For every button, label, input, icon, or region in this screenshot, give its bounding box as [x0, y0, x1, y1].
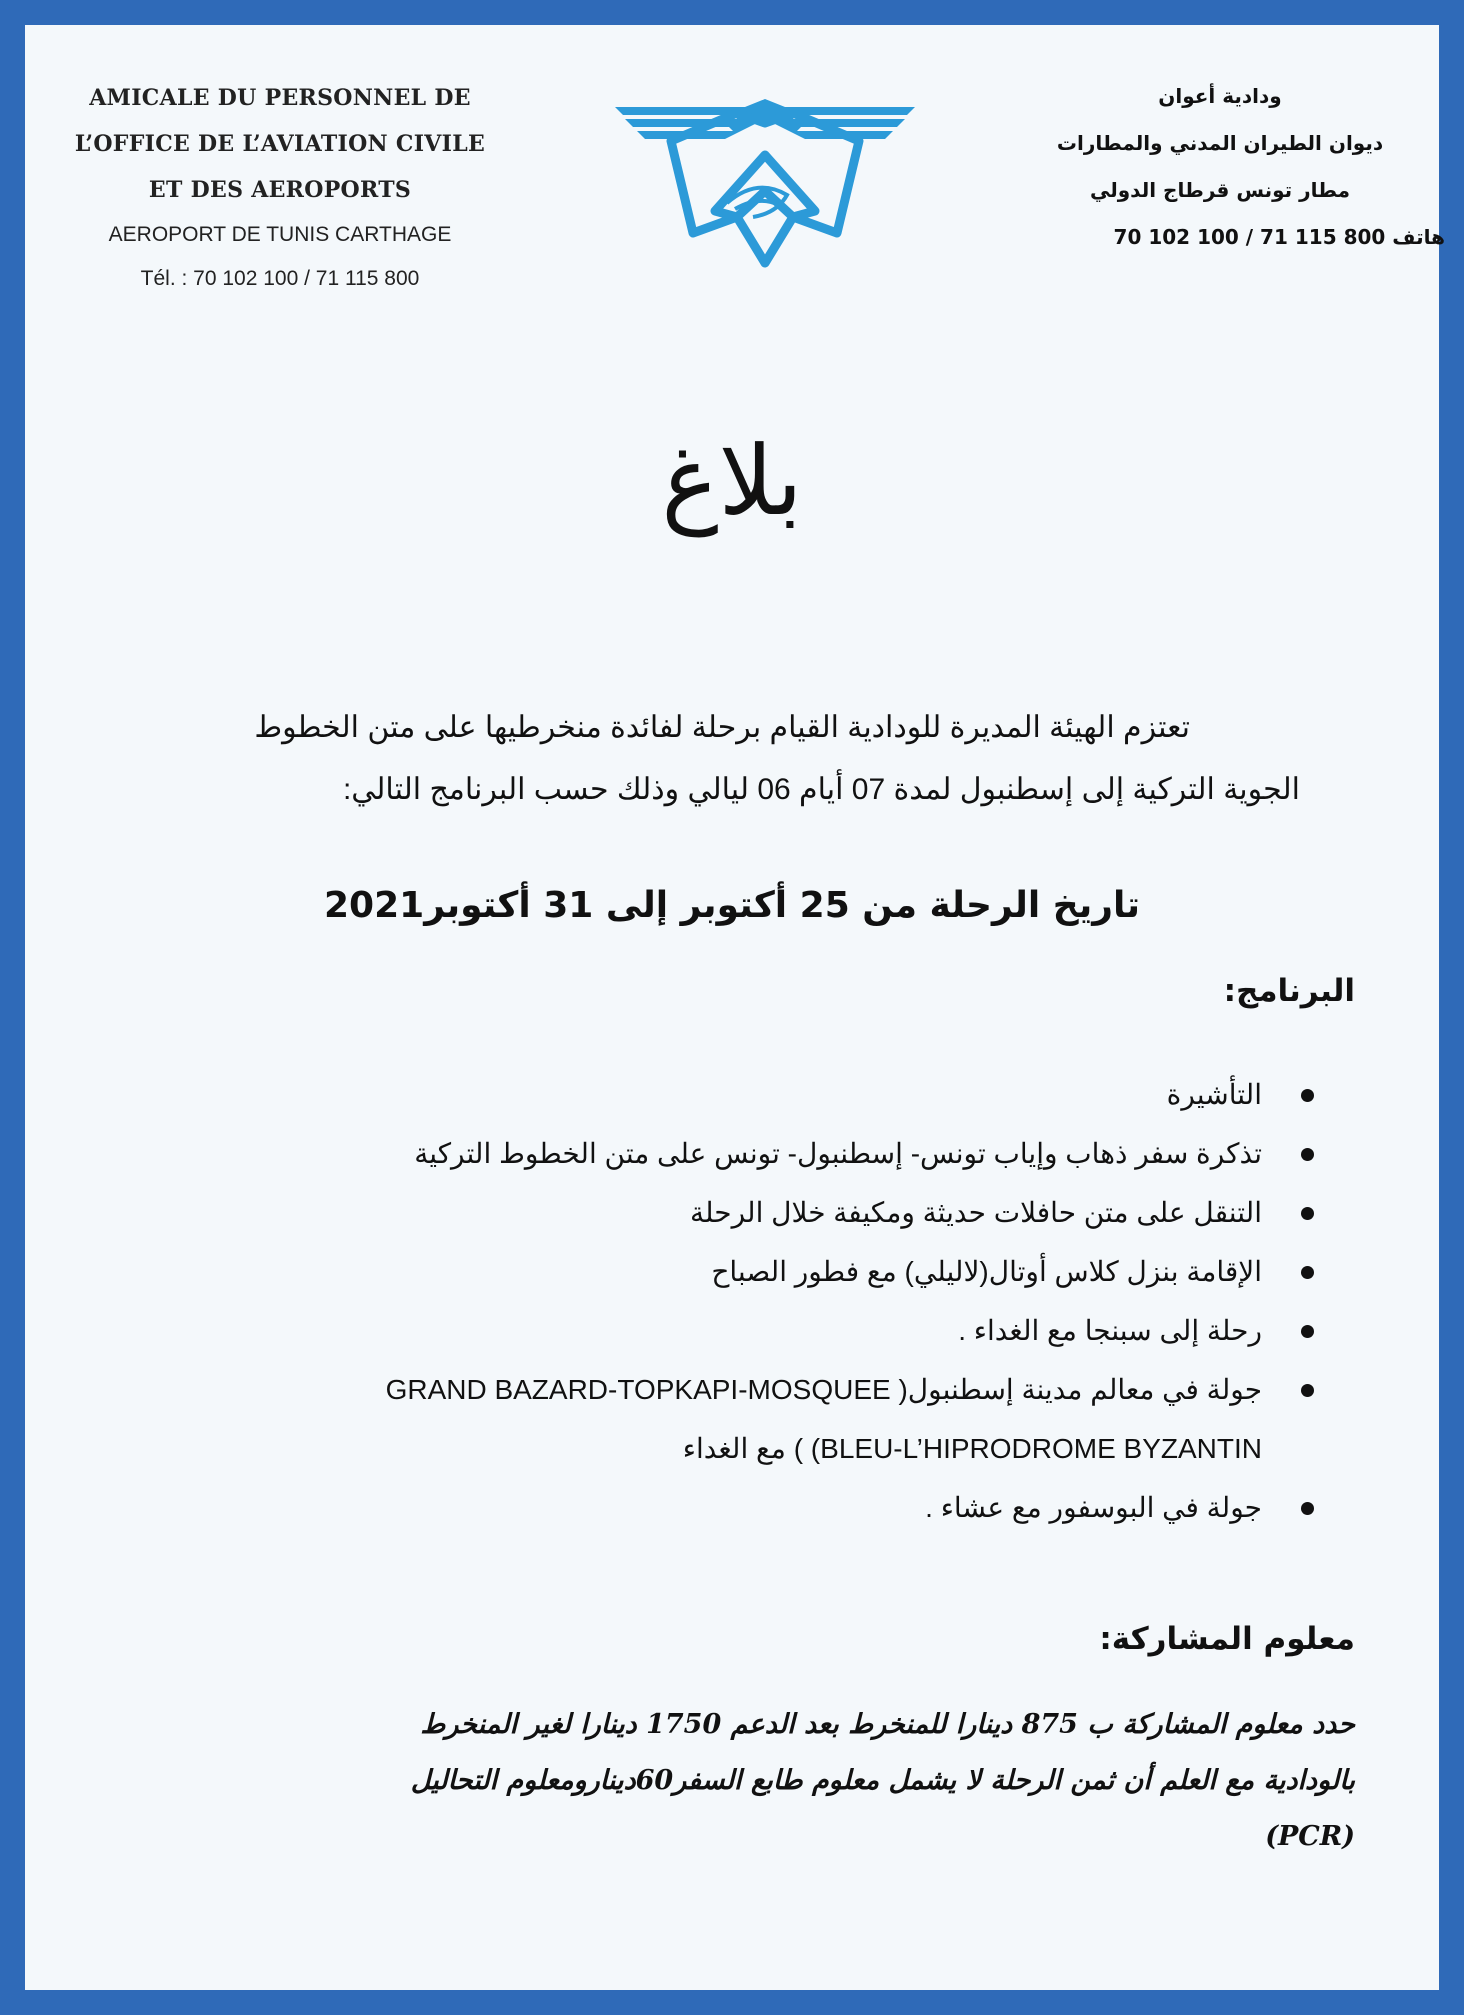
- fr-header-line-4: AEROPORT DE TUNIS CARTHAGE: [108, 223, 452, 246]
- fee-line-2: بالودادية مع العلم أن ثمن الرحلة لا يشمل معلوم طابع السفر60دينارومعلوم التحاليل: [410, 1765, 1355, 1796]
- bullet-icon: [1301, 1384, 1314, 1397]
- ar-header-line-3: مطار تونس قرطاج الدولي: [1090, 178, 1350, 202]
- fee-line-1: حدد معلوم المشاركة ب 875 دينارا للمنخرط بعد الدعم 1750 دينارا لغير المنخرط: [420, 1709, 1355, 1740]
- program-title: البرنامج:: [1223, 973, 1355, 1009]
- document-page: [25, 25, 1445, 1990]
- arabic-header: [995, 73, 1445, 261]
- program-item: جولة في معالم مدينة إسطنبول( GRAND BAZARD-TOPKAPI-MOSQUEE BLEU-L’HIPRODROME BYZANTIN) ) مع الغداء: [194, 1360, 1314, 1478]
- trip-dates: تاريخ الرحلة من 25 أكتوبر إلى 31 أكتوبر2021: [324, 885, 1140, 926]
- bullet-icon: [1301, 1089, 1314, 1102]
- fr-header-line-1: AMICALE DU PERSONNEL DE: [89, 85, 471, 111]
- fee-line-3: (PCR): [1265, 1821, 1355, 1852]
- program-item: الإقامة بنزل كلاس أوتال(لاليلي) مع فطور الصباح: [194, 1242, 1314, 1301]
- french-header: [55, 75, 505, 301]
- fee-title: معلوم المشاركة:: [1099, 1621, 1355, 1657]
- program-item: تذكرة سفر ذهاب وإياب تونس- إسطنبول- تونس على متن الخطوط التركية: [194, 1124, 1314, 1183]
- intro-paragraph: [135, 697, 1385, 821]
- bullet-icon: [1301, 1207, 1314, 1220]
- program-list: [194, 1065, 1314, 1537]
- fee-paragraph: [195, 1697, 1355, 1865]
- ar-header-phone: هاتف 800 115 71 / 100 102 70: [1113, 225, 1445, 249]
- program-item: رحلة إلى سبنجا مع الغداء .: [194, 1301, 1314, 1360]
- program-item: التنقل على متن حافلات حديثة ومكيفة خلال الرحلة: [194, 1183, 1314, 1242]
- program-item: جولة في البوسفور مع عشاء .: [194, 1478, 1314, 1537]
- fr-header-phone: Tél. : 70 102 100 / 71 115 800: [140, 267, 420, 290]
- ar-header-line-2: ديوان الطيران المدني والمطارات: [1056, 131, 1384, 155]
- program-item-continuation: BLEU-L’HIPRODROME BYZANTIN) ) مع الغداء: [682, 1433, 1262, 1464]
- bullet-icon: [1301, 1148, 1314, 1161]
- bullet-icon: [1301, 1325, 1314, 1338]
- program-item: التأشيرة: [194, 1065, 1314, 1124]
- page-title: بلاغ: [661, 425, 803, 537]
- intro-line-2: الجوية التركية إلى إسطنبول لمدة 07 أيام 06 ليالي وذلك حسب البرنامج التالي:: [342, 773, 1300, 806]
- bullet-icon: [1301, 1502, 1314, 1515]
- ar-header-line-1: ودادية أعوان: [1158, 84, 1282, 108]
- intro-line-1: تعتزم الهيئة المديرة للودادية القيام برحلة لفائدة منخرطيها على متن الخطوط: [254, 711, 1190, 744]
- amicale-logo: [615, 93, 915, 269]
- fr-header-line-2: L’OFFICE DE L’AVIATION CIVILE: [74, 131, 486, 157]
- fr-header-line-3: ET DES AEROPORTS: [148, 177, 412, 203]
- bullet-icon: [1301, 1266, 1314, 1279]
